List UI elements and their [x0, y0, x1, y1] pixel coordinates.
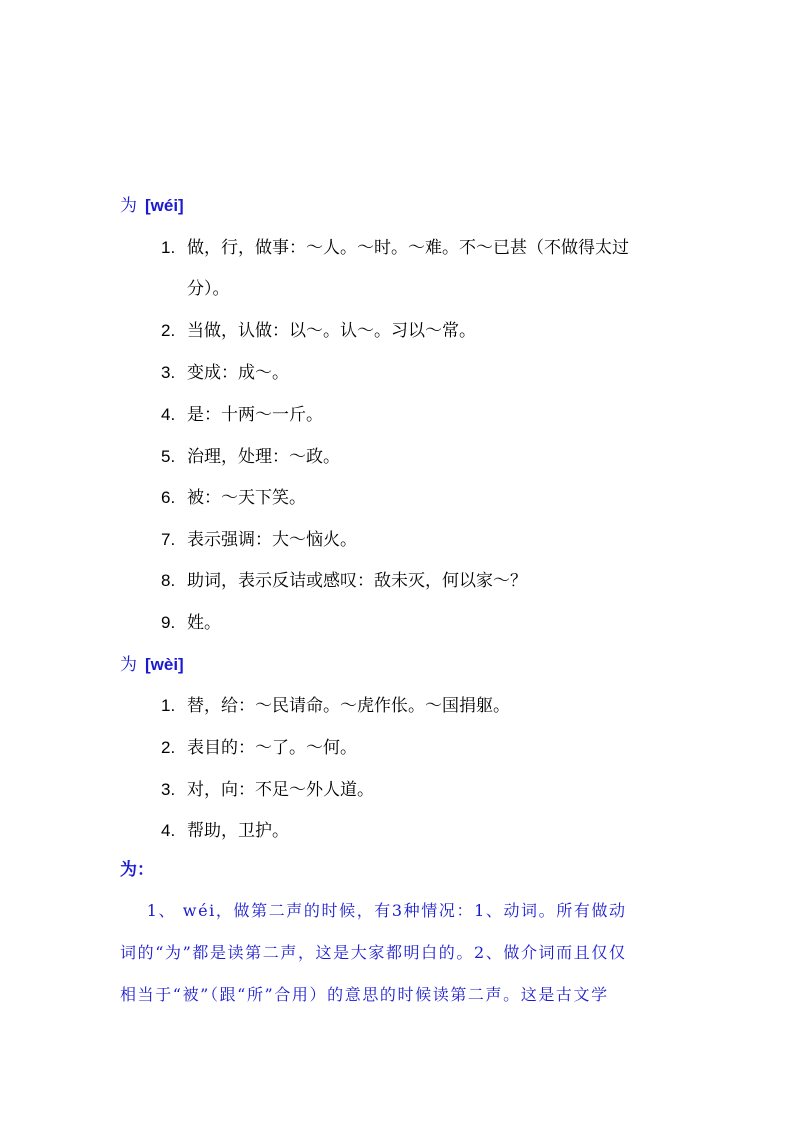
list-item — [161, 691, 510, 716]
item-number: 1. — [161, 696, 176, 715]
item-number: 1. — [161, 238, 176, 257]
note-line: 1、 wéi，做第二声的时候，有3种情况：1、动词。所有做动 — [120, 901, 627, 920]
list-item — [161, 233, 629, 258]
item-number: 3. — [161, 780, 176, 799]
item-number: 7. — [161, 530, 176, 549]
heading-char: 为 — [120, 196, 137, 216]
heading-char: 为 — [120, 655, 137, 675]
note-line: 相当于“被”（跟“所”合用）的意思的时候读第二声。这是古文学 — [120, 985, 609, 1004]
item-text: 被：～天下笑。 — [187, 488, 306, 508]
list-item — [161, 525, 357, 550]
item-number: 2. — [161, 738, 176, 757]
item-number: 2. — [161, 321, 176, 340]
list-item — [161, 442, 340, 467]
list-item — [161, 608, 221, 633]
heading-wei4 — [120, 650, 184, 675]
heading-wei2 — [120, 191, 184, 216]
item-number: 9. — [161, 613, 176, 632]
item-text: 变成：成～。 — [187, 363, 289, 383]
item-number: 4. — [161, 821, 176, 840]
item-text: 表目的：～了。～何。 — [187, 738, 357, 758]
heading-pinyin: [wéi] — [145, 196, 184, 215]
item-text: 表示强调：大～恼火。 — [187, 530, 357, 550]
list-item — [161, 733, 357, 758]
list-item — [161, 566, 527, 591]
item-text: 是：十两～一斤。 — [187, 405, 323, 425]
note-title: 为： — [120, 860, 154, 880]
item-number: 5. — [161, 447, 176, 466]
item-text: 替，给：～民请命。～虎作伥。～国捐躯。 — [187, 696, 510, 716]
list-item — [161, 483, 306, 508]
list-item — [161, 358, 289, 383]
list-item — [161, 816, 289, 841]
list-item — [161, 400, 323, 425]
item-number: 4. — [161, 405, 176, 424]
item-number: 8. — [161, 571, 176, 590]
note-line: 词的“为”都是读第二声，这是大家都明白的。2、做介词而且仅仅 — [120, 943, 627, 962]
item-text: 助词，表示反诘或感叹：敌未灭，何以家～？ — [187, 571, 527, 591]
item-text: 姓。 — [187, 613, 221, 633]
list-item — [161, 316, 476, 341]
item-text: 当做，认做：以～。认～。习以～常。 — [187, 321, 476, 341]
item-text: 做，行，做事：～人。～时。～难。不～已甚（不做得太过 — [187, 238, 629, 258]
item-text: 治理，处理：～政。 — [187, 447, 340, 467]
list-item-continuation: 分）。 — [187, 279, 230, 299]
list-item — [161, 775, 374, 800]
item-text: 对，向：不足～外人道。 — [187, 780, 374, 800]
item-number: 6. — [161, 488, 176, 507]
item-number: 3. — [161, 363, 176, 382]
item-text: 帮助，卫护。 — [187, 821, 289, 841]
heading-pinyin: [wèi] — [145, 655, 184, 674]
